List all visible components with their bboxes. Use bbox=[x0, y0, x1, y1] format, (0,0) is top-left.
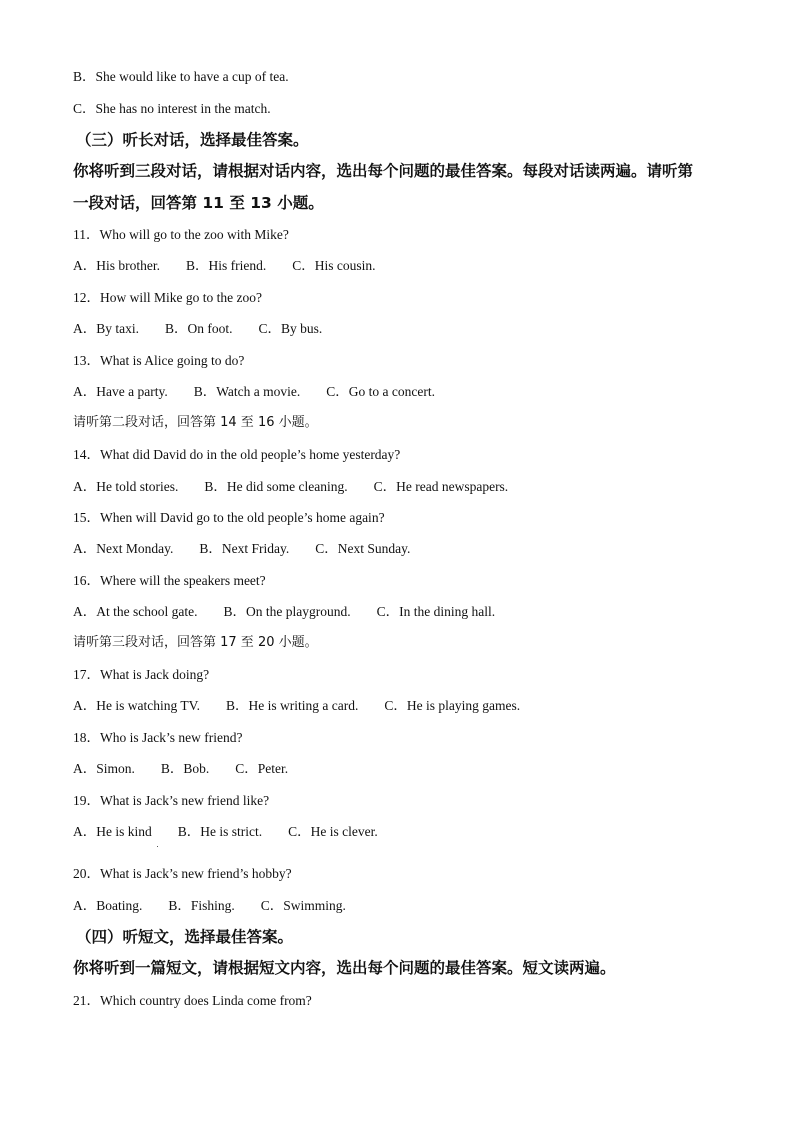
option-c: C．By bus. bbox=[258, 321, 323, 336]
option-a: A．He is kind bbox=[73, 824, 152, 839]
option-b: B．Bob. bbox=[160, 761, 210, 776]
option-b: B．His friend. bbox=[186, 258, 267, 273]
option-c: C．Peter. bbox=[235, 761, 289, 776]
section-instruction: 一段对话，回答第 11 至 13 小题。 bbox=[73, 194, 324, 212]
option-c: C．Go to a concert. bbox=[326, 384, 435, 399]
options-row bbox=[73, 697, 520, 715]
option-c: C．He is playing games. bbox=[384, 698, 521, 713]
section-instruction: 你将听到三段对话，请根据对话内容，选出每个问题的最佳答案。每段对话读两遍。请听第 bbox=[73, 162, 694, 180]
options-row bbox=[73, 320, 322, 338]
options-row bbox=[73, 823, 378, 841]
dialogue-prompt: 请听第二段对话，回答第 14 至 16 小题。 bbox=[73, 415, 318, 430]
option-a: A．Simon. bbox=[73, 761, 135, 776]
option-c: C．In the dining hall. bbox=[376, 604, 496, 619]
option-c: C．He read newspapers. bbox=[373, 479, 509, 494]
option-a: A．Boating. bbox=[73, 898, 143, 913]
option-a: A．Next Monday. bbox=[73, 541, 174, 556]
option-b: B．He is strict. bbox=[177, 824, 263, 839]
option-line: C．She has no interest in the match. bbox=[73, 101, 271, 116]
question-text: 16．Where will the speakers meet? bbox=[73, 573, 266, 588]
question-text: 21．Which country does Linda come from? bbox=[73, 993, 312, 1008]
option-b: B．Next Friday. bbox=[199, 541, 290, 556]
option-a: A．Have a party. bbox=[73, 384, 168, 399]
option-b: B．On foot. bbox=[165, 321, 233, 336]
question-text: 13．What is Alice going to do? bbox=[73, 353, 245, 368]
options-row bbox=[73, 760, 288, 778]
question-text: 11．Who will go to the zoo with Mike? bbox=[73, 227, 289, 242]
question-text: 17．What is Jack doing? bbox=[73, 667, 210, 682]
section-heading: （三）听长对话，选择最佳答案。 bbox=[76, 131, 309, 149]
option-b: B．He did some cleaning. bbox=[204, 479, 348, 494]
options-row bbox=[73, 257, 376, 275]
option-b: B．He is writing a card. bbox=[226, 698, 359, 713]
option-a: A．By taxi. bbox=[73, 321, 139, 336]
section-heading: （四）听短文，选择最佳答案。 bbox=[76, 928, 294, 946]
options-row bbox=[73, 383, 435, 401]
question-text: 15．When will David go to the old people’s home again? bbox=[73, 510, 385, 525]
option-c: C．His cousin. bbox=[292, 258, 376, 273]
options-row bbox=[73, 478, 508, 496]
option-a: A．He is watching TV. bbox=[73, 698, 200, 713]
options-row bbox=[73, 897, 346, 915]
section-instruction: 你将听到一篇短文，请根据短文内容，选出每个问题的最佳答案。短文读两遍。 bbox=[73, 959, 616, 977]
option-b: B．Watch a movie. bbox=[193, 384, 301, 399]
stray-mark bbox=[157, 846, 158, 847]
question-text: 20．What is Jack’s new friend’s hobby? bbox=[73, 866, 292, 881]
option-c: C．Swimming. bbox=[260, 898, 346, 913]
options-row bbox=[73, 540, 410, 558]
option-line: B．She would like to have a cup of tea. bbox=[73, 69, 289, 84]
dialogue-prompt: 请听第三段对话，回答第 17 至 20 小题。 bbox=[73, 635, 318, 650]
option-a: A．His brother. bbox=[73, 258, 160, 273]
option-c: C．Next Sunday. bbox=[315, 541, 411, 556]
option-c: C．He is clever. bbox=[288, 824, 378, 839]
options-row bbox=[73, 603, 495, 621]
question-text: 19．What is Jack’s new friend like? bbox=[73, 793, 270, 808]
option-a: A．He told stories. bbox=[73, 479, 179, 494]
question-text: 18．Who is Jack’s new friend? bbox=[73, 730, 243, 745]
option-b: B．On the playground. bbox=[223, 604, 351, 619]
question-text: 14．What did David do in the old people’s home yesterday? bbox=[73, 447, 401, 462]
question-text: 12．How will Mike go to the zoo? bbox=[73, 290, 262, 305]
option-a: A．At the school gate. bbox=[73, 604, 198, 619]
option-b: B．Fishing. bbox=[168, 898, 235, 913]
